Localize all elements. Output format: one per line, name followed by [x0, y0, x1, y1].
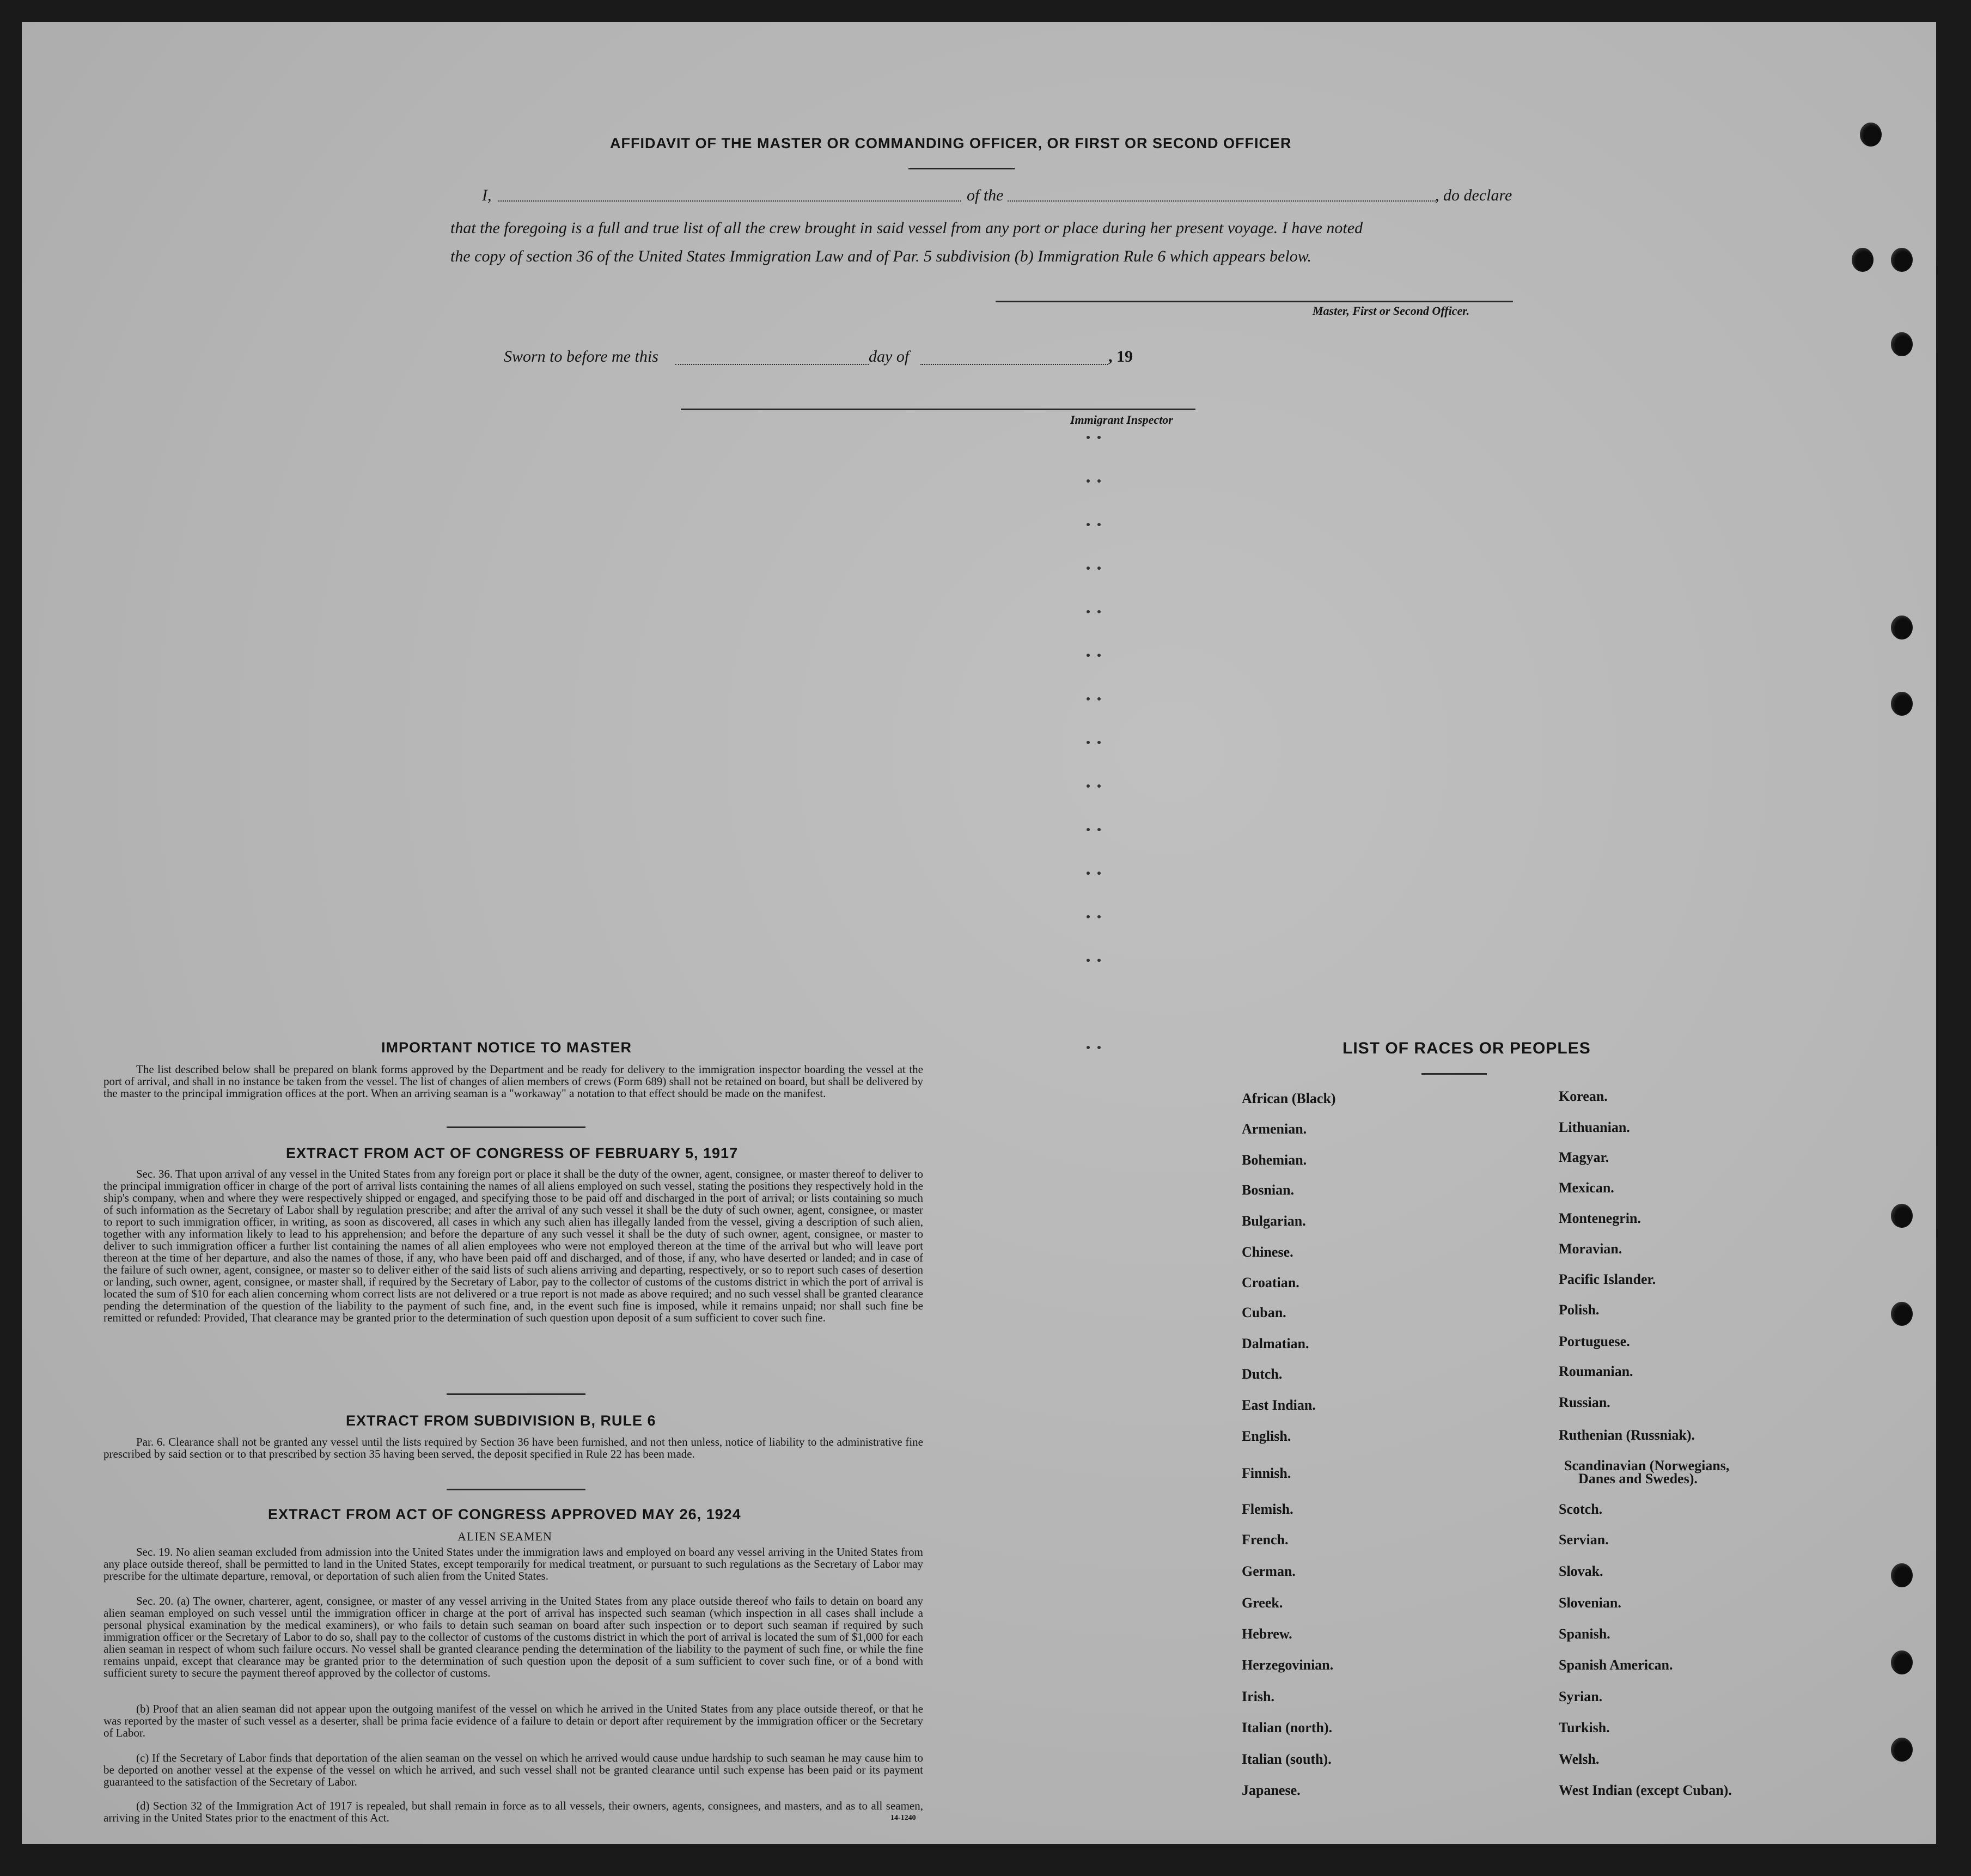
sworn-prefix: Sworn to before me this — [504, 348, 658, 366]
notice-heading: IMPORTANT NOTICE TO MASTER — [381, 1039, 632, 1056]
race-right-item: Roumanian. — [1559, 1363, 1633, 1379]
column-mark — [1087, 654, 1090, 657]
race-left-item: East Indian. — [1242, 1397, 1316, 1413]
race-right-item: Magyar. — [1559, 1149, 1609, 1165]
punch-hole — [1852, 248, 1874, 272]
race-right-item: Slovenian. — [1559, 1595, 1621, 1611]
column-mark — [1087, 479, 1090, 483]
divider — [447, 1393, 585, 1395]
race-left-item: Finnish. — [1242, 1465, 1291, 1481]
rule6-heading: EXTRACT FROM SUBDIVISION B, RULE 6 — [346, 1412, 656, 1429]
act-1924-sec20a: Sec. 20. (a) The owner, charterer, agent, consignee, or master of any vessel arriving in the United States from any place outside thereof who fails to detain on board any alien seaman employed on such vessel until the immigration officer in charge at the port of arrival has inspected such seaman (which inspection in all cases shall include a personal physical examination by the medical examiners), or who fails to detain such seaman on board after such inspection or to deport such seaman if required by such immigration officer or the Secretary of Labor to do so, shall pay to the collector of customs of the customs district in which the port of arrival is located the sum of $1,000 for each alien seaman in respect of whom such failure occurs. No vessel shall be granted clearance pending the determination of the liability to the payment of such fine, or while the fine remains unpaid, except that clearance may be granted prior to the determination of such question upon the deposit of a sum sufficient to cover such fine, or of a bond with sufficient surety to secure the payment thereof approved by the collector of customs. — [103, 1594, 923, 1679]
race-left-item: Chinese. — [1242, 1244, 1293, 1260]
column-mark — [1097, 741, 1101, 744]
column-mark — [1087, 436, 1090, 439]
act-1924-subheading: ALIEN SEAMEN — [457, 1530, 552, 1543]
column-mark — [1087, 784, 1090, 788]
race-left-item: Bosnian. — [1242, 1182, 1295, 1198]
race-left-item: African (Black) — [1242, 1091, 1336, 1106]
column-mark — [1097, 1046, 1101, 1049]
column-mark — [1087, 1046, 1090, 1049]
affidavit-statement-line-2: that the foregoing is a full and true list of all the crew brought in said vessel from any port or place during her present voyage. I have noted — [450, 219, 1363, 237]
rule6-body: Par. 6. Clearance shall not be granted any vessel until the lists required by Section 36 have been furnished, and not then unless, notice of liability to the administrative fine prescribed by said section or to that prescribed by section 35 having been served, the deposit specified in Rule 22 has been made. — [103, 1435, 923, 1460]
race-right-item: Spanish. — [1559, 1626, 1610, 1642]
act-1924-sec20b: (b) Proof that an alien seaman did not appear upon the outgoing manifest of the vessel on which he arrived in the United States from any place outside thereof, or that he was reported by the master of such vessel as a deserter, shall be prima facie evidence of a failure to detain or deport after requirement by the immigration officer or the Secretary of Labor. — [103, 1702, 923, 1739]
column-mark — [1087, 523, 1090, 526]
punch-hole — [1860, 123, 1882, 147]
race-right-item: Turkish. — [1559, 1720, 1610, 1735]
race-left-item: French. — [1242, 1532, 1289, 1548]
punch-hole — [1891, 1563, 1913, 1587]
race-left-item: Italian (north). — [1242, 1720, 1333, 1735]
race-right-item: Lithuanian. — [1559, 1119, 1630, 1135]
sworn-day-of: day of — [869, 348, 910, 366]
race-left-item: Japanese. — [1242, 1782, 1301, 1798]
races-heading: LIST OF RACES OR PEOPLES — [1343, 1039, 1591, 1057]
race-left-item: Dalmatian. — [1242, 1336, 1309, 1351]
race-left-item: Armenian. — [1242, 1121, 1307, 1137]
race-right-item: Spanish American. — [1559, 1657, 1673, 1673]
divider — [908, 168, 1015, 169]
column-mark — [1087, 915, 1090, 918]
column-mark — [1097, 872, 1101, 875]
race-right-item: Polish. — [1559, 1302, 1600, 1318]
act-1924-heading: EXTRACT FROM ACT OF CONGRESS APPROVED MAY 26, 1924 — [268, 1506, 741, 1522]
column-mark — [1097, 610, 1101, 613]
column-mark — [1097, 654, 1101, 657]
race-left-item: Dutch. — [1242, 1366, 1283, 1382]
act-1917-heading: EXTRACT FROM ACT OF CONGRESS OF FEBRUARY 5, 1917 — [286, 1145, 739, 1161]
sworn-month-blank — [920, 364, 1108, 365]
column-mark — [1097, 697, 1101, 701]
act-1917-body: Sec. 36. That upon arrival of any vessel in the United States from any foreign port or place it shall be the duty of the owner, agent, consignee, or master thereof to deliver to the principal immigration officer in charge of the port of arrival lists containing the names of all aliens employed on such vessel, stating the positions they respectively hold in the ship's company, when and where they were respectively shipped or engaged, and specifying those to be paid off and discharged in the port of arrival; or lists containing so much of such information as the Secretary of Labor shall by regulation prescribe; and after the arrival of any such vessel it shall be the duty of such owner, agent, consignee, or master to report to such immigration officer, in writing, as soon as discovered, all cases in which any such alien has illegally landed from the vessel, giving a description of such alien, together with any information likely to lead to his apprehension; and before the departure of any such vessel it shall be the duty of such owner, agent, consignee, or master to deliver to such immigration officer a further list containing the names of all alien employees who were not employed thereon at the time of the arrival but who will leave port thereon at the time of her departure, and also the names of those, if any, who have been paid off and discharged, and of those, if any, who have deserted or landed; and in case of the failure of such owner, agent, consignee, or master so to deliver either of the said lists of such aliens arriving and departing, respectively, or so to report such cases of desertion or landing, such owner, agent, consignee, or master shall, if required by the Secretary of Labor, pay to the collector of customs of the customs district in which the port of arrival is located the sum of $10 for each alien concerning whom correct lists are not delivered or a true report is not made as above required; and no such vessel shall be granted clearance pending the determination of the question of the liability to the payment of such fine, and, in the event such fine is imposed, while it remains unpaid; nor shall such fine be remitted or refunded: Provided, That clearance may be granted prior to the determination of such question upon deposit of a sum sufficient to cover such fine. — [103, 1167, 923, 1324]
race-left-item: Irish. — [1242, 1689, 1274, 1704]
document-sheet — [22, 22, 1936, 1844]
punch-hole — [1891, 248, 1913, 272]
punch-hole — [1891, 332, 1913, 356]
divider — [447, 1126, 585, 1128]
vessel-blank — [1008, 200, 1438, 202]
column-mark — [1097, 436, 1101, 439]
race-left-item: Italian (south). — [1242, 1751, 1332, 1767]
race-left-item: Herzegovinian. — [1242, 1657, 1334, 1673]
column-mark — [1097, 828, 1101, 831]
sworn-year: , 19 — [1108, 348, 1133, 366]
race-left-item: Hebrew. — [1242, 1626, 1292, 1642]
column-mark — [1087, 610, 1090, 613]
column-mark — [1087, 567, 1090, 570]
name-blank — [498, 200, 961, 202]
punch-hole — [1891, 616, 1913, 639]
affidavit-do-declare: , do declare — [1435, 186, 1512, 204]
race-right-item: West Indian (except Cuban). — [1559, 1782, 1732, 1798]
race-left-item: German. — [1242, 1563, 1296, 1579]
race-left-item: Bohemian. — [1242, 1152, 1307, 1168]
punch-hole — [1891, 1204, 1913, 1228]
race-right-item: Servian. — [1559, 1532, 1609, 1548]
column-mark — [1097, 479, 1101, 483]
race-left-item: Greek. — [1242, 1595, 1283, 1611]
punch-hole — [1891, 692, 1913, 716]
act-1924-sec20d: (d) Section 32 of the Immigration Act of 1917 is repealed, but shall remain in force as to all vessels, their owners, agents, consignees, and masters, and as to all seamen, arriving in the United States prior to the enactment of this Act. — [103, 1799, 923, 1824]
signature-label: Master, First or Second Officer. — [1313, 304, 1470, 318]
divider — [1421, 1073, 1487, 1075]
punch-hole — [1891, 1650, 1913, 1674]
divider — [447, 1489, 585, 1490]
punch-hole — [1891, 1738, 1913, 1762]
column-mark — [1097, 959, 1101, 962]
race-right-item: Russian. — [1559, 1394, 1610, 1410]
race-scandinavian-line-2: Danes and Swedes). — [1578, 1471, 1698, 1487]
column-mark — [1097, 523, 1101, 526]
inspector-line — [681, 409, 1195, 410]
race-right-item: Welsh. — [1559, 1751, 1600, 1767]
race-left-item: English. — [1242, 1428, 1291, 1444]
act-1924-sec20c: (c) If the Secretary of Labor finds that deportation of the alien seaman on the vessel on which he arrived would cause undue hardship to such seaman he may cause him to be deported on another vessel at the expense of the vessel on which he arrived, and such vessel shall not be granted clearance until such expense has been paid or its payment guaranteed to the satisfaction of the Secretary of Labor. — [103, 1751, 923, 1788]
race-right-item: Scotch. — [1559, 1501, 1603, 1517]
race-right-item: Slovak. — [1559, 1563, 1603, 1579]
race-left-item: Flemish. — [1242, 1501, 1293, 1517]
punch-hole — [1891, 1302, 1913, 1326]
race-right-item: Ruthenian (Russniak). — [1559, 1427, 1695, 1443]
form-number: 14-1240 — [890, 1814, 916, 1822]
column-mark — [1097, 784, 1101, 788]
race-right-item: Mexican. — [1559, 1180, 1614, 1196]
race-left-item: Croatian. — [1242, 1275, 1299, 1290]
column-mark — [1087, 741, 1090, 744]
column-mark — [1087, 697, 1090, 701]
column-mark — [1097, 915, 1101, 918]
race-right-item: Portuguese. — [1559, 1333, 1630, 1349]
column-mark — [1097, 567, 1101, 570]
affidavit-heading: AFFIDAVIT OF THE MASTER OR COMMANDING OFFICER, OR FIRST OR SECOND OFFICER — [610, 135, 1292, 151]
race-right-item: Montenegrin. — [1559, 1210, 1641, 1226]
race-left-item: Bulgarian. — [1242, 1213, 1306, 1229]
signature-line — [996, 301, 1513, 302]
race-right-item: Moravian. — [1559, 1241, 1622, 1257]
race-left-item: Cuban. — [1242, 1305, 1286, 1320]
act-1924-sec19: Sec. 19. No alien seaman excluded from admission into the United States under the immigration laws and employed on board any vessel arriving in the United States from any place outside thereof, shall be permitted to land in the United States, except temporarily for medical treatment, or pursuant to such regulations as the Secretary of Labor may prescribe for the ultimate departure, removal, or deportation of such alien from the United States. — [103, 1545, 923, 1582]
race-right-item: Pacific Islander. — [1559, 1271, 1656, 1287]
column-mark — [1087, 959, 1090, 962]
sworn-day-blank — [675, 364, 869, 365]
affidavit-line-i: I, — [482, 186, 492, 204]
affidavit-of-the: of the — [967, 186, 1004, 204]
inspector-label: Immigrant Inspector — [1070, 413, 1173, 427]
notice-body: The list described below shall be prepared on blank forms approved by the Department and be ready for delivery to the immigration inspector boarding the vessel at the port of arrival, and shall in no instance be taken from the vessel. The list of changes of alien members of crews (Form 689) shall not be retained on board, but shall be delivered by the master to the principal immigration offices at the port. When an arriving seaman is a "workaway" a notation to that effect should be made on the manifest. — [103, 1063, 923, 1100]
column-mark — [1087, 828, 1090, 831]
race-right-item: Syrian. — [1559, 1689, 1603, 1704]
affidavit-statement-line-3: the copy of section 36 of the United States Immigration Law and of Par. 5 subdivision (b) Immigration Rule 6 which appears below. — [450, 247, 1311, 265]
race-right-item: Korean. — [1559, 1088, 1608, 1104]
column-mark — [1087, 872, 1090, 875]
race-right-item: Scandinavian (Norwegians, — [1564, 1458, 1730, 1473]
